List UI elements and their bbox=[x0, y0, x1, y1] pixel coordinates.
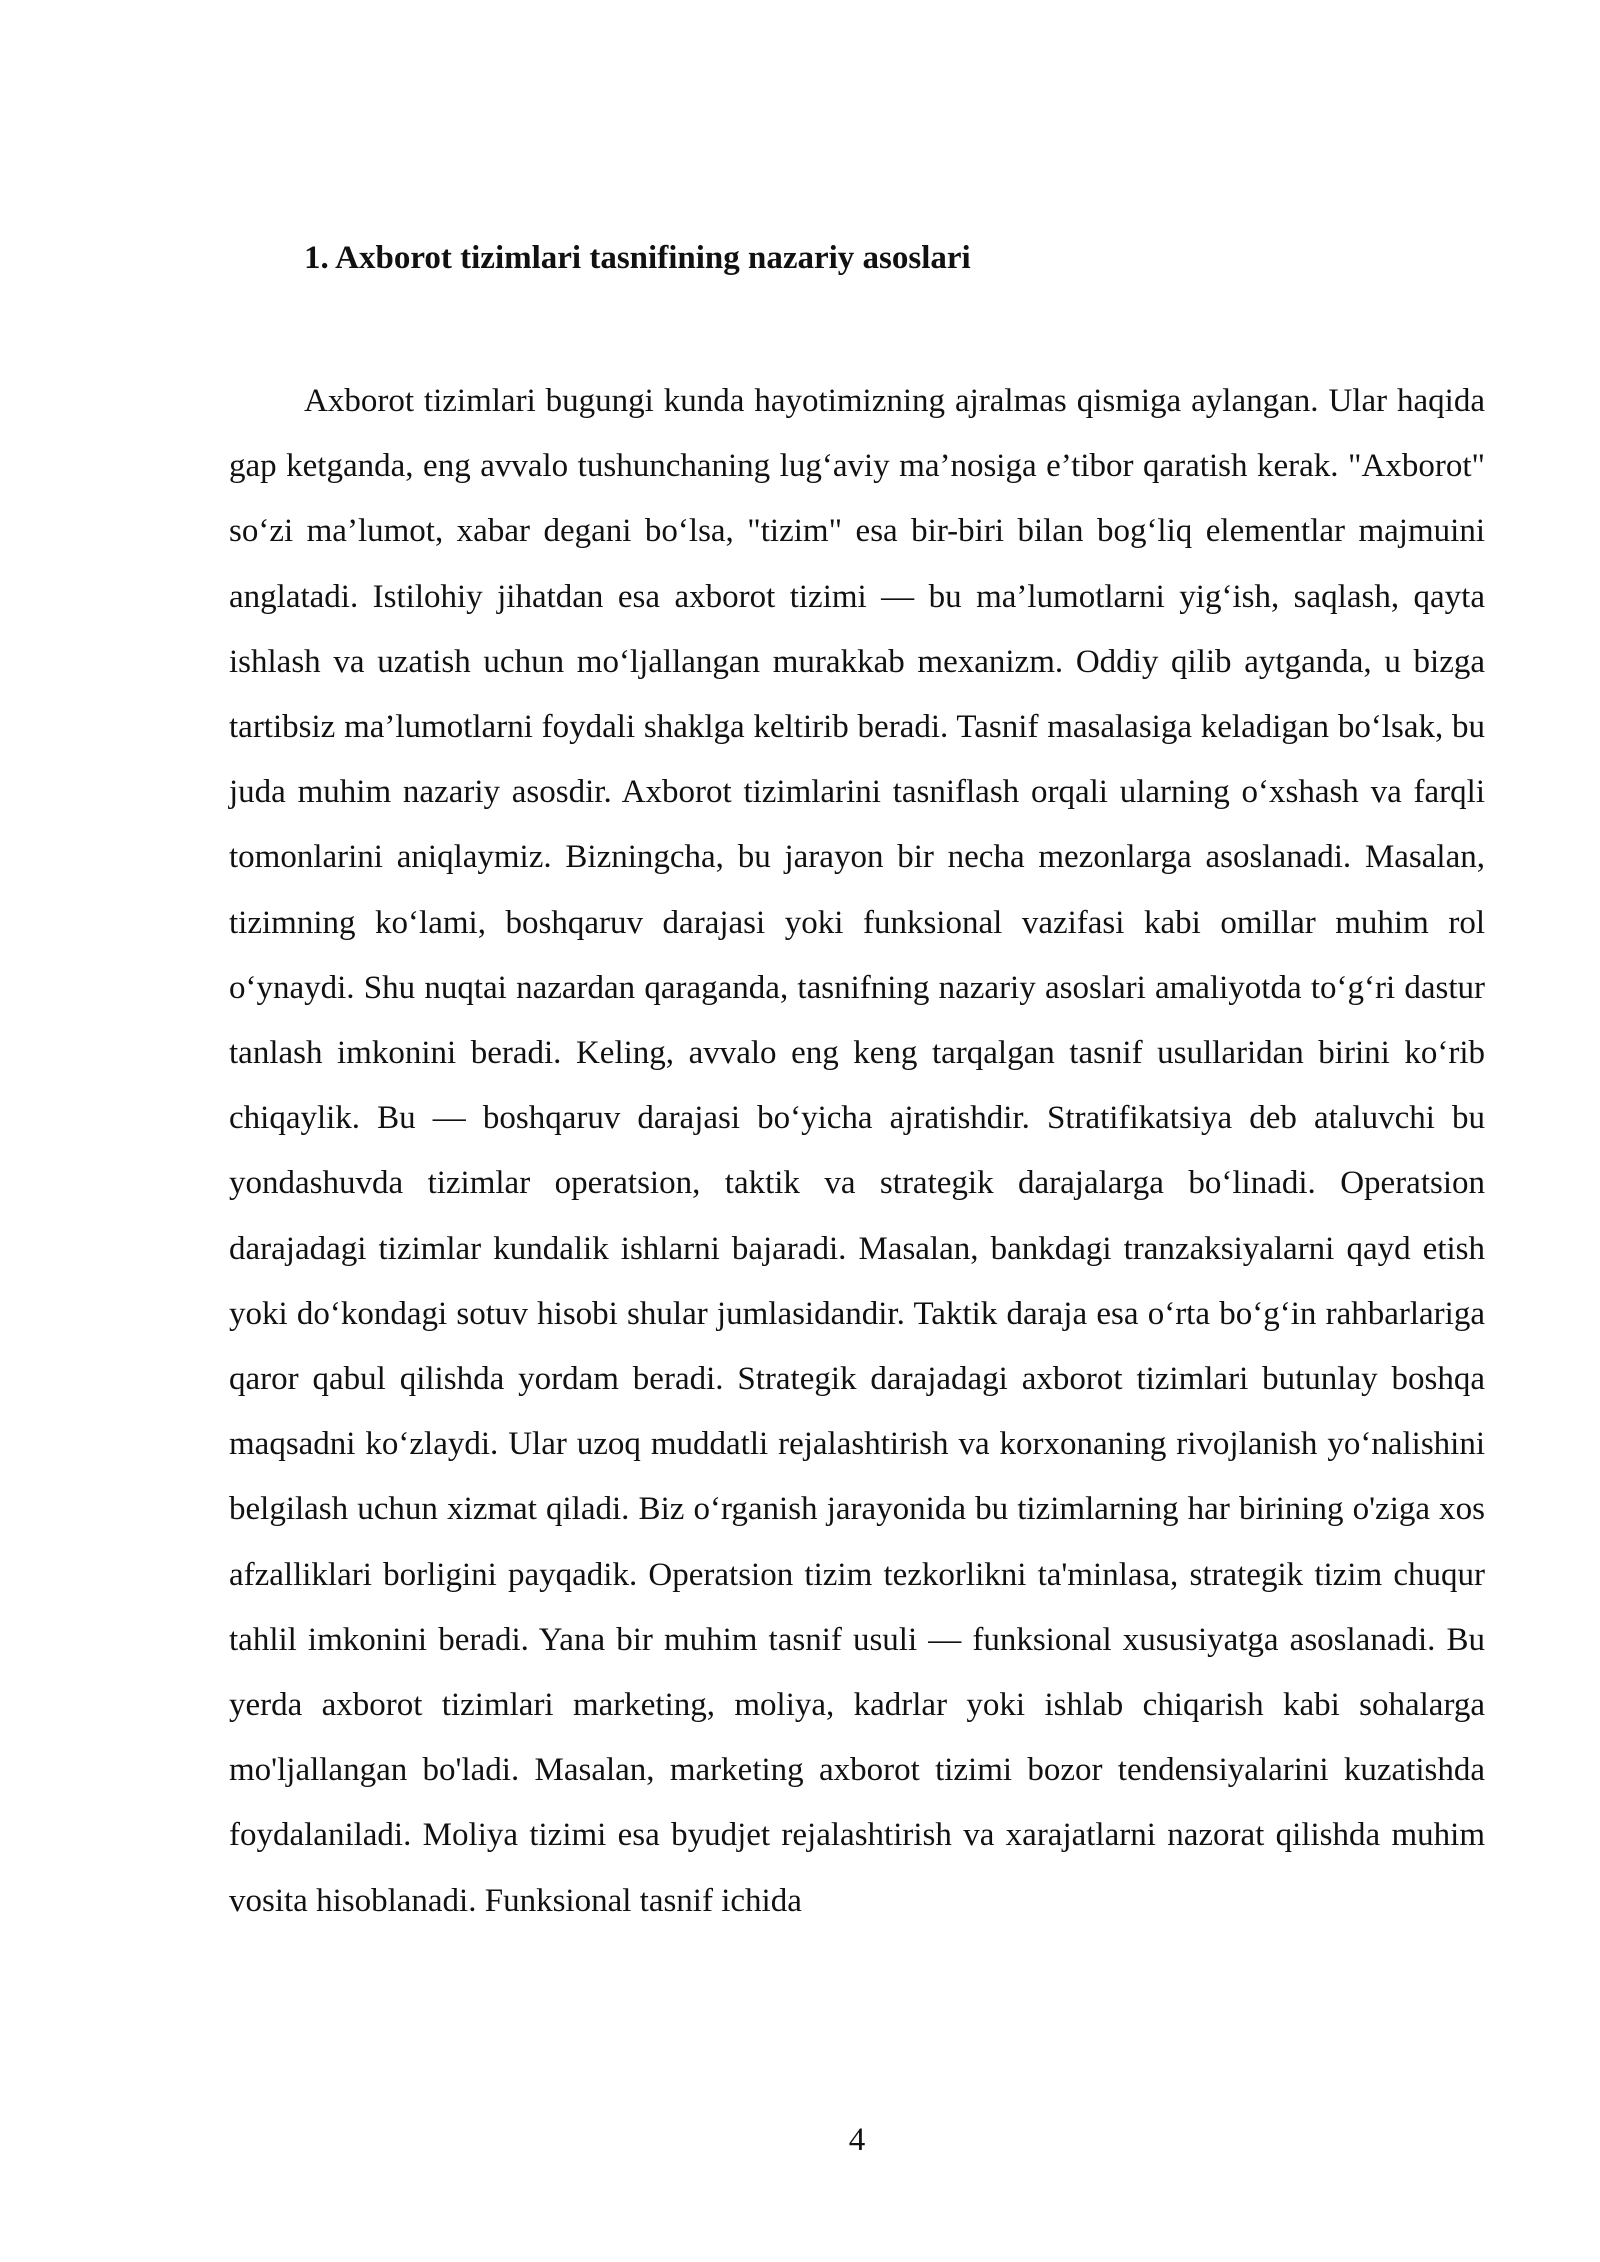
page-number: 4 bbox=[848, 2122, 866, 2158]
body-paragraph: Axborot tizimlari bugungi kunda hayotimizning ajralmas qismiga aylangan. Ular haqida gap ketganda, eng avvalo tushunchaning lug‘aviy ma’nosiga e’tibor qaratish kerak. "Axborot" so‘zi ma’lumot, xabar degani bo‘lsa, "tizim" esa bir-biri bilan bog‘liq elementlar majmuini anglatadi. Istilohiy jihatdan esa axborot tizimi — bu ma’lumotlarni yig‘ish, saqlash, qayta ishlash va uzatish uchun mo‘ljallangan murakkab mexanizm. Oddiy qilib aytganda, u bizga tartibsiz ma’lumotlarni foydali shaklga keltirib beradi. Tasnif masalasiga keladigan bo‘lsak, bu juda muhim nazariy asosdir. Axborot tizimlarini tasniflash orqali ularning o‘xshash va farqli tomonlarini aniqlaymiz. Bizningcha, bu jarayon bir necha mezonlarga asoslanadi. Masalan, tizimning ko‘lami, boshqaruv darajasi yoki funksional vazifasi kabi omillar muhim rol o‘ynaydi. Shu nuqtai nazardan qaraganda, tasnifning nazariy asoslari amaliyotda to‘g‘ri dastur tanlash imkonini beradi. Keling, avvalo eng keng tarqalgan tasnif usullaridan birini ko‘rib chiqaylik. Bu — boshqaruv darajasi bo‘yicha ajratishdir. Stratifikatsiya deb ataluvchi bu yondashuvda tizimlar operatsion, taktik va strategik darajalarga bo‘linadi. Operatsion darajadagi tizimlar kundalik ishlarni bajaradi. Masalan, bankdagi tranzaksiyalarni qayd etish yoki do‘kondagi sotuv hisobi shular jumlasidandir. Taktik daraja esa o‘rta bo‘g‘in rahbarlariga qaror qabul qilishda yordam beradi. Strategik darajadagi axborot tizimlari butunlay boshqa maqsadni ko‘zlaydi. Ular uzoq muddatli rejalashtirish va korxonaning rivojlanish yo‘nalishini belgilash uchun xizmat qiladi. Biz o‘rganish jarayonida bu tizimlarning har birining o'ziga xos afzalliklari borligini payqadik. Operatsion tizim tezkorlikni ta'minlasa, strategik tizim chuqur tahlil imkonini beradi. Yana bir muhim tasnif usuli — funksional xususiyatga asoslanadi. Bu yerda axborot tizimlari marketing, moliya, kadrlar yoki ishlab chiqarish kabi sohalarga mo'ljallangan bo'ladi. Masalan, marketing axborot tizimi bozor tendensiyalarini kuzatishda foydalaniladi. Moliya tizimi esa byudjet rejalashtirish va xarajatlarni nazorat qilishda muhim vosita hisoblanadi. Funksional tasnif ichida bbox=[229, 383, 1485, 1919]
section-heading: 1. Axborot tizimlari tasnifining nazariy asoslari bbox=[304, 240, 971, 276]
